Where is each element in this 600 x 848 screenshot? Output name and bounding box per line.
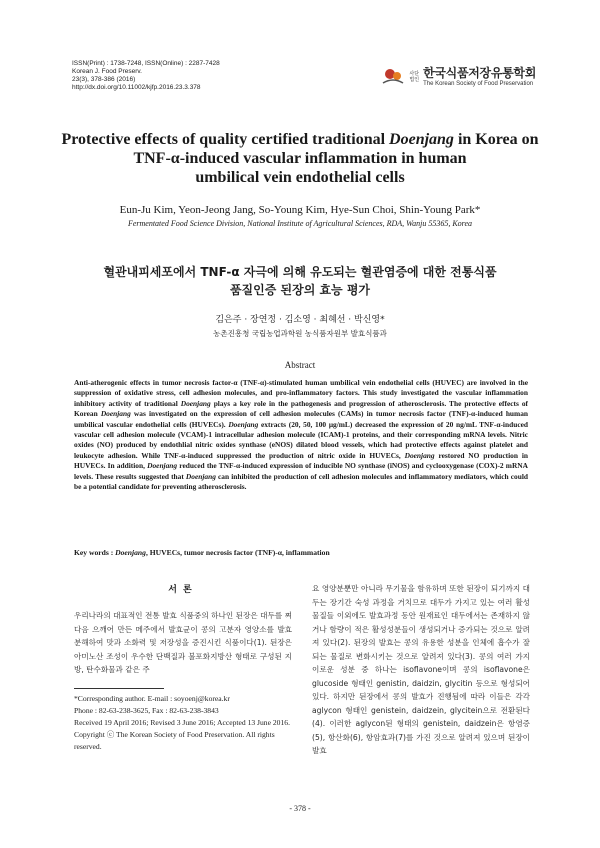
section-heading-intro: 서론 — [168, 585, 198, 595]
footnote-phone: Phone : 82-63-238-3625, Fax : 82-63-238-3843 — [74, 706, 219, 715]
intro-paragraph-right: 요 영양분뿐만 아니라 무기물을 함유하며 또한 된장이 되기까지 대두는 장기간 숙성 과정을 거치므로 대두가 가지고 있는 여러 활성 물질들 이외에도 발효과정 동안 원재료인 대두에서는 존재하지 않거나 함량이 적은 활성성분들이 생성되거나 증가되는 것으로 알려져 있다(2). 된장의 발효는 콩의 유용한 성분을 인체에 흡수가 잘 되는 물질로 변화시키는 것으로 알려져 있다(3). 콩의 여러 가지 이로운 성분 중 하나는 isoflavone이며 콩의 isoflavone은 glucoside 형태인 genistin, daidzin, glycitin 등으로 형성되어 있다. 하지만 된장에서 콩의 발효가 진행됨에 따라 이들은 각각 aglycon 형태인 genistein, daidzein, glycitein으로 전환된다(4). 이러한 aglycon된 형태의 genistein, daidzein은 항염증(5), 항산화(6), 항암효과(7)를 가진 것으로 알려져 있으며 된장이 발효 — [312, 584, 530, 755]
footnote-divider — [74, 688, 164, 689]
footnote — [74, 693, 294, 753]
title-ko: 혈관내피세포에서 TNF-α 자극에 의해 유도되는 혈관염증에 대한 전통식품 품질인증 된장의 효능 평가 — [103, 265, 497, 297]
keywords-value: Doenjang, HUVECs, tumor necrosis factor (TNF)-α, inflammation — [115, 548, 330, 557]
authors-en: Eun-Ju Kim, Yeon-Jeong Jang, So-Young Kim, Hye-Sun Choi, Shin-Young Park* — [119, 204, 481, 216]
page-number: - 378 - — [289, 804, 311, 813]
abstract-body: Anti-atherogenic effects in tumor necrosis factor-α (TNF-α)-stimulated human umbilical vein endothelial cells (HUVEC) are involved in the suppression of oxidative stress, cell adhesion molecules, and pro-inflammatory factors. This study investigated the vascular inflammation inhibitory activity of traditional Doenjang plays a key role in the pathogenesis and progression of atherosclerosis. The protective effects of Korean Doenjang was investigated on the expression of cell adhesion molecules (CAMs) in tumor necrosis factor (TNF)-α-induced human umbilical vascular endothelial cells (HUVECs). Doenjang extracts (20, 50, 100 μg/mL) decreased the expression of 20 ng/mL TNF-α-induced vascular cell adhesion molecule (VCAM)-1 intracellular adhesion molecule (ICAM)-1 proteins, and their corresponding mRNA levels. Nitric oxides (NO) produced by endothlial nitric oxides synthase (eNOS) dilated blood vessels, which had protective effects against platelet and leukocyte adhesion. While TNF-α-induced suppressed the production of nitric oxide in HUVECs, Doenjang restored NO production in HUVECs. In addition, Doenjang reduced the TNF-α-induced expression of inducible NO synthase (iNOS) and cyclooxygenase (COX)-2 mRNA levels. These results suggested that Doenjang can inhibited the production of cell adhesion molecules and inflammatory mediators, which could be a potential candidate for preventing atherosclerosis. — [74, 378, 529, 492]
keywords — [74, 548, 330, 557]
abstract-heading: Abstract — [284, 360, 316, 370]
society-emblem-icon — [381, 66, 405, 88]
keywords-label: Key words : — [74, 548, 116, 557]
journal-issn: ISSN(Print) : 1738-7248, ISSN(Online) : 2287-7428 — [72, 60, 220, 67]
affiliation-ko: 농촌진흥청 국립농업과학원 농식품자원부 발효식품과 — [213, 329, 387, 338]
journal-volume: 23(3), 378-386 (2016) — [72, 76, 136, 83]
society-logo — [381, 66, 536, 88]
footnote-dates: Received 19 April 2016; Revised 3 June 2016; Accepted 13 June 2016. — [74, 718, 290, 727]
journal-name: Korean J. Food Preserv. — [72, 68, 142, 75]
affiliation-en: Fermentated Food Science Division, National Institute of Agricultural Sciences, RDA, Wanju 55365, Korea — [127, 219, 473, 228]
society-name-en: The Korean Society of Food Preservation — [423, 80, 534, 87]
society-name-ko: 한국식품저장유통학회 — [423, 65, 536, 80]
intro-paragraph-left: 우리나라의 대표적인 전통 발효 식품중의 하나인 된장은 대두를 쪄 다음 으깨어 만든 메주에서 발효균이 콩의 고분자 영양소를 발효 분해하여 맛과 소화력 및 저장성을 증진시킨 식품이다(1). 된장은 아미노산 조성이 우수한 단백질과 불포화지방산 형태로 구성된 지방, 탄수화물과 같은 주 — [74, 611, 292, 674]
journal-meta — [72, 60, 220, 92]
journal-doi[interactable]: http://dx.doi.org/10.11002/kjfp.2016.23.3.378 — [72, 84, 201, 91]
society-legal-tag: 사단 법인 — [409, 71, 420, 83]
authors-ko: 김은주 · 장연정 · 김소영 · 최혜선 · 박신영* — [215, 315, 385, 325]
intro-right-column — [312, 582, 530, 758]
footnote-copyright: Copyright ⓒ The Korean Society of Food Preservation. All rights reserved. — [74, 730, 275, 751]
title-en: Protective effects of quality certified traditional Doenjang in Korea on TNF-α-induced vascular inflammation in human umbilical vein endothelial cells — [61, 131, 539, 186]
intro-left-column — [74, 582, 292, 677]
footnote-corresponding: *Corresponding author. E-mail : soyoenj@korea.kr — [74, 694, 230, 703]
